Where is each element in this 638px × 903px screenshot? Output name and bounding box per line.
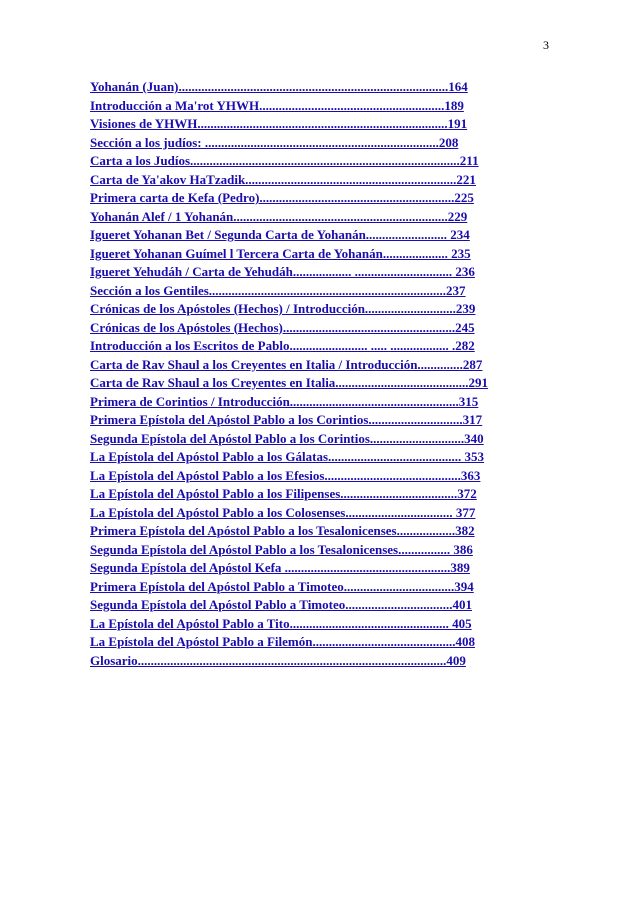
toc-entry-link[interactable]: Visiones de YHWH.............................................................................191 [90,116,468,131]
toc-entry-link[interactable]: Primera Epístola del Apóstol Pablo a Timoteo..................................394 [90,578,474,594]
toc-entry-link[interactable]: Carta de Ya'akov HaTzadik.................................................................221 [90,171,476,187]
toc-item [90,171,536,190]
toc-item [90,337,536,356]
toc-item [90,393,536,412]
toc-entry-link[interactable]: Primera Epístola del Apóstol Pablo a los Corintios.............................317 [90,412,483,427]
toc-entry-link[interactable]: Yohanán Alef / 1 Yohanán..................................................................229 [90,208,468,224]
toc-entry-link[interactable]: La Epístola del Apóstol Pablo a Filemón............................................408 [90,634,475,649]
toc-item [90,596,536,615]
toc-entry-link[interactable]: Carta a los Judíos...................................................................................211 [90,153,479,168]
toc-item [90,652,536,671]
toc-entry-link[interactable]: Segunda Epístola del Apóstol Pablo a Timoteo.................................401 [90,597,472,612]
page-number: 3 [543,38,549,52]
toc-item [90,615,536,634]
toc-item [90,356,536,375]
toc-item [90,97,536,116]
toc-item [90,208,536,227]
toc-entry-link[interactable]: Crónicas de los Apóstoles (Hechos) / Introducción............................239 [90,301,476,316]
toc-item [90,319,536,338]
toc-item [90,633,536,652]
toc-entry-link[interactable]: Segunda Epístola del Apóstol Pablo a los Corintios.............................340 [90,430,484,446]
toc-entry-link[interactable]: La Epístola del Apóstol Pablo a los Filipenses....................................372 [90,486,477,501]
toc-entry-link[interactable]: La Epístola del Apóstol Pablo a los Colosenses................................. 377 [90,504,476,520]
toc-entry-link[interactable]: Primera Epístola del Apóstol Pablo a los Tesalonicenses..................382 [90,523,475,538]
toc-item [90,374,536,393]
toc-item [90,263,536,282]
toc-entry-link[interactable]: Segunda Epístola del Apóstol Pablo a los Tesalonicenses................ 386 [90,541,473,557]
toc-item [90,78,536,97]
toc-entry-link[interactable]: Glosario...............................................................................................409 [90,652,466,668]
toc-item [90,559,536,578]
toc-entry-link[interactable]: Segunda Epístola del Apóstol Kefa ...................................................389 [90,560,470,575]
toc-entry-link[interactable]: Igueret Yohanan Guímel l Tercera Carta de Yohanán.................... 235 [90,245,471,261]
toc-entry-link[interactable]: Igueret Yohanan Bet / Segunda Carta de Yohanán......................... 234 [90,227,470,242]
toc-entry-link[interactable]: La Epístola del Apóstol Pablo a Tito................................................. 405 [90,615,472,631]
toc-entry-link[interactable]: Crónicas de los Apóstoles (Hechos).....................................................245 [90,319,475,335]
toc-item [90,152,536,171]
toc-item [90,226,536,245]
toc-entry-link[interactable]: Primera de Corintios / Introducción....................................................315 [90,393,479,409]
toc-item [90,467,536,486]
toc-entry-link[interactable]: Introducción a los Escritos de Pablo........................ ..... .................. .282 [90,338,475,353]
toc-item [90,541,536,560]
table-of-contents [90,78,536,670]
toc-entry-link[interactable]: Carta de Rav Shaul a los Creyentes en Italia / Introducción..............287 [90,356,483,372]
toc-item [90,189,536,208]
toc-item [90,448,536,467]
toc-entry-link[interactable]: La Epístola del Apóstol Pablo a los Gálatas......................................... 353 [90,449,485,464]
toc-entry-link[interactable]: Sección a los judíos: ........................................................................208 [90,134,459,150]
toc-entry-link[interactable]: Carta de Rav Shaul a los Creyentes en Italia.........................................291 [90,375,489,390]
toc-item [90,282,536,301]
toc-item [90,115,536,134]
toc-item [90,430,536,449]
toc-entry-link[interactable]: Introducción a Ma'rot YHWH.........................................................189 [90,97,464,113]
toc-item [90,578,536,597]
toc-entry-link[interactable]: Primera carta de Kefa (Pedro)............................................................225 [90,190,474,205]
toc-entry-link[interactable]: Igueret Yehudáh / Carta de Yehudáh.................. .............................. 236 [90,264,475,279]
toc-entry-link[interactable]: Yohanán (Juan)...................................................................................164 [90,79,468,94]
toc-entry-link[interactable]: La Epístola del Apóstol Pablo a los Efesios..........................................363 [90,467,481,483]
toc-item [90,245,536,264]
toc-item [90,134,536,153]
toc-item [90,300,536,319]
toc-entry-link[interactable]: Sección a los Gentiles.........................................................................237 [90,282,466,298]
toc-item [90,522,536,541]
toc-item [90,485,536,504]
toc-item [90,504,536,523]
toc-item [90,411,536,430]
